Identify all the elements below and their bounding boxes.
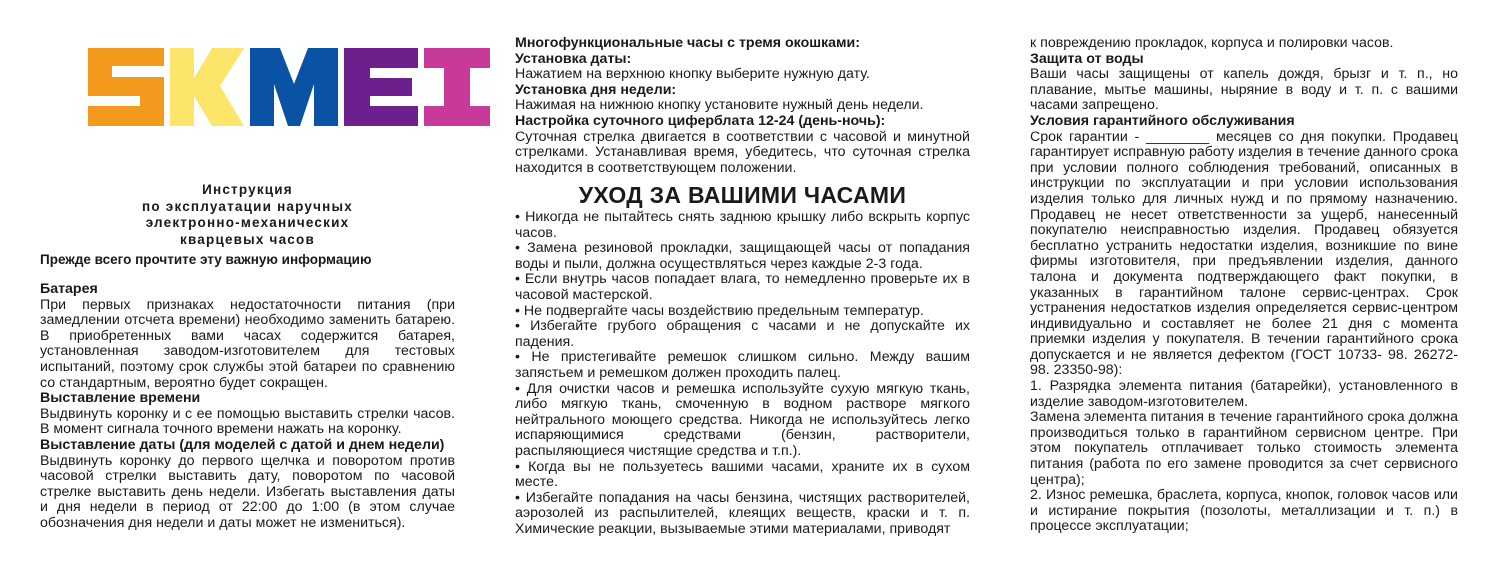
setday-text: Нажимая на нижнюю кнопку установите нужный день недели. — [515, 97, 924, 114]
water-text: Ваши часы защищены от капель дождя, брызг и т. п., но плавание, мытье машины, ныряние в воду и т. п. с вашими часами запрещено. — [1030, 66, 1458, 114]
time-heading: Выставление времени — [40, 390, 201, 407]
warranty-item-1: 1. Разрядка элемента питания (батарейки), установленного в изделие заводом-изготовителем. — [1030, 378, 1458, 410]
list-item: • Для очистки часов и ремешка используйте сухую мягкую ткань, либо мягкую ткань, смоченную в водном растворе мягкого нейтрального моющего средства. Никогда не используйтесь легко испаряющимися средствами (бензин, растворители, распыляющиеся чистящие средства и т.п.). — [515, 380, 970, 459]
battery-text: При первых признаках недостаточности питания (при замедлении отсчета времени) необходимо заменить батарею. В приобретенных вами часах содержится батарея, установленная заводом-изготовителем для тестовых испытаний, поэтому срок службы этой батареи по сравнению со стандартным, вероятно будет сокращен. — [40, 296, 455, 391]
col3-body — [1030, 36, 1458, 535]
time-text: Выдвинуть коронку и с ее помощью выставить стрелки часов. В момент сигнала точного времени нажать на коронку. — [40, 405, 455, 438]
list-item: • Замена резиновой прокладки, защищающей часы от попадания воды и пыли, должна осуществляться через каждые 2-3 года. — [515, 240, 970, 272]
list-item: • Никогда не пытайтесь снять заднюю крышку либо вскрыть корпус часов. — [515, 209, 970, 241]
title-line: по эксплуатации наручных — [142, 198, 353, 214]
warranty-item-2: 2. Износ ремешка, браслета, корпуса, кнопок, головок часов или и истирание покрытия (позолоты, металлизации и т. п.) в процессе эксплуатации; — [1030, 487, 1458, 535]
multi-heading: Многофункциональные часы с тремя окошками: — [515, 35, 860, 51]
water-heading: Защита от воды — [1030, 50, 1144, 67]
care-heading: УХОД ЗА ВАШИМИ ЧАСАМИ — [578, 182, 907, 208]
setdate-text: Нажатием на верхнюю кнопку выберите нужную дату. — [515, 66, 870, 83]
intro-heading: Прежде всего прочтите эту важную информацию — [40, 252, 372, 267]
skmei-logo — [82, 44, 494, 128]
title-line: Инструкция — [202, 182, 293, 197]
continuation-text: к повреждению прокладок, корпуса и полировки часов. — [1030, 35, 1394, 51]
care-list — [515, 210, 970, 537]
warranty-item-1-detail: Замена элемента питания в течение гарантийного срока должна производиться только в гарантийном сервисном центре. При этом покупатель отплачивает только стоимость элемента питания (работа по его замене проводится за счет сервисного центра); — [1030, 409, 1458, 488]
date-heading: Выставление даты (для моделей с датой и днем недели) — [40, 436, 445, 453]
list-item: • Не пристегивайте ремешок слишком сильно. Между вашим запястьем и ремешком должен проходить палец. — [515, 349, 970, 381]
list-item: • Избегайте попадания на часы бензина, чистящих растворителей, аэрозолей из распылителей, клеящих веществ, краски и т. п. Химические реакции, вызываемые этими материалами, приводят — [515, 489, 970, 537]
list-item: • Избегайте грубого обращения с часами и не допускайте их падения. — [515, 318, 970, 350]
title-line: электронно-механических — [145, 215, 350, 230]
date-text: Выдвинуть коронку до первого щелчка и поворотом против часовой стрелки выставить дату, поворотом по часовой стрелке выставить день недели. Избегать выставления даты и дня недели в период от 22:00 до 1:00 (в этом случае обозначения дня недели и даты может не измениться). — [40, 452, 455, 531]
setdate-heading: Установка даты: — [515, 50, 632, 67]
setday-heading: Установка дня недели: — [515, 81, 677, 98]
title-line: кварцевых часов — [180, 231, 315, 247]
instruction-title — [40, 182, 455, 248]
list-item: • Если внутрь часов попадает влага, то немедленно проверьте их в часовой мастерской. — [515, 271, 970, 303]
warranty-text: Срок гарантии - ________ месяцев со дня покупки. Продавец гарантирует исправную работу изделия в течение данного срока при условии полного соблюдения требований, описанных в инструкции по эксплуатации и при условии использования изделия только для личных нужд и по прямому назначению. Продавец не несет ответственности за ущерб, нанесенный покупателю неисправностью изделия. Продавец обязуется бесплатно устранить недостатки изделия, возникшие по вине фирмы изготовителя, при предъявлении изделия, данного талона и документа подтверждающего факт покупки, в указанных в гарантийном талоне сервис-центрах. Срок устранения недостатков изделия определяется сервис-центром индивидуально и составляет не более 21 дня с момента приемки изделия у покупателя. В течении гарантийного срока допускается и не является дефектом (ГОСТ 10733- 98. 26272-98. 23350-98): — [1030, 128, 1458, 379]
skmei-logo-graphic — [82, 44, 494, 128]
multifunction-section — [515, 36, 970, 176]
list-item: • Когда вы не пользуетесь вашими часами, храните их в сухом месте. — [515, 458, 970, 491]
battery-heading: Батарея — [40, 281, 98, 297]
dial-text: Суточная стрелка двигается в соответствии с часовой и минутной стрелками. Устанавливая время, убедитесь, что суточная стрелка находится в соответствующем положении. — [515, 128, 970, 176]
warranty-heading: Условия гарантийного обслуживания — [1030, 112, 1295, 129]
list-item: • Не подвергайте часы воздействию предельным температур. — [515, 302, 924, 319]
col1-body — [40, 282, 455, 532]
dial-heading: Настройка суточного циферблата 12-24 (день-ночь): — [515, 112, 886, 129]
